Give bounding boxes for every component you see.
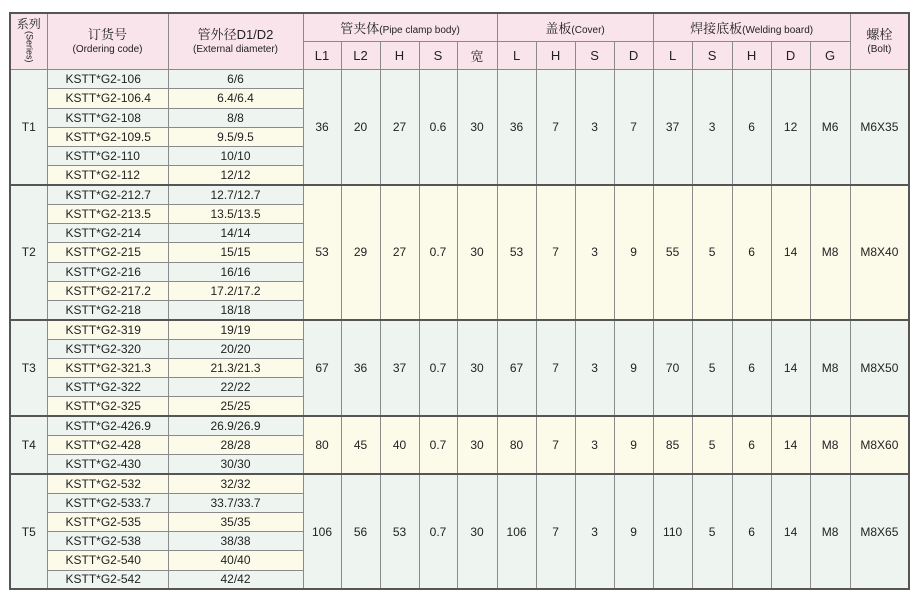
dimension-cell: 6 — [732, 185, 771, 320]
dimension-cell: 53 — [497, 185, 536, 320]
header-clamp-en: (Pipe clamp body) — [379, 25, 460, 36]
table-row — [10, 416, 909, 435]
dimension-cell: 7 — [536, 320, 575, 416]
subheader-cell: L1 — [303, 42, 341, 70]
ordering-code-cell: KSTT*G2-216 — [47, 262, 168, 281]
bolt-cell: M8X40 — [850, 185, 909, 320]
dimension-cell: 14 — [771, 416, 810, 474]
table-row — [10, 474, 909, 493]
header-series — [10, 13, 47, 70]
dimension-cell: 45 — [341, 416, 380, 474]
dimension-cell: 53 — [303, 185, 341, 320]
header-external-diameter — [168, 13, 303, 70]
diameter-cell: 13.5/13.5 — [168, 204, 303, 223]
ordering-code-cell: KSTT*G2-215 — [47, 243, 168, 262]
dimension-cell: 6 — [732, 416, 771, 474]
diameter-cell: 9.5/9.5 — [168, 127, 303, 146]
header-cover-en: (Cover) — [571, 25, 605, 36]
ordering-code-cell: KSTT*G2-213.5 — [47, 204, 168, 223]
header-diameter-en: (External diameter) — [192, 43, 279, 55]
dimension-cell: 20 — [341, 70, 380, 186]
dimension-cell: 6 — [732, 320, 771, 416]
subheader-cell: S — [575, 42, 614, 70]
diameter-cell: 15/15 — [168, 243, 303, 262]
diameter-cell: 14/14 — [168, 224, 303, 243]
dimension-cell: 3 — [575, 416, 614, 474]
dimension-cell: 30 — [457, 70, 497, 186]
table-body — [10, 70, 909, 590]
header-bolt — [850, 13, 909, 70]
dimension-cell: M6 — [810, 70, 850, 186]
dimension-cell: 30 — [457, 474, 497, 590]
diameter-cell: 6/6 — [168, 70, 303, 89]
diameter-cell: 6.4/6.4 — [168, 89, 303, 108]
header-diameter-label: 管外径D1/D2 — [197, 26, 274, 42]
diameter-cell: 26.9/26.9 — [168, 416, 303, 435]
dimension-cell: 37 — [380, 320, 419, 416]
dimension-cell: 9 — [614, 185, 653, 320]
ordering-code-cell: KSTT*G2-325 — [47, 397, 168, 416]
dimension-cell: 3 — [575, 474, 614, 590]
header-series-en: (Series) — [24, 30, 35, 63]
diameter-cell: 32/32 — [168, 474, 303, 493]
subheader-cell: L — [653, 42, 692, 70]
dimension-cell: 6 — [732, 70, 771, 186]
subheader-cell: H — [732, 42, 771, 70]
diameter-cell: 16/16 — [168, 262, 303, 281]
bolt-cell: M8X50 — [850, 320, 909, 416]
dimension-cell: 7 — [614, 70, 653, 186]
dimension-cell: 67 — [497, 320, 536, 416]
ordering-code-cell: KSTT*G2-535 — [47, 512, 168, 531]
table-row — [10, 320, 909, 339]
dimension-cell: 80 — [497, 416, 536, 474]
dimension-cell: M8 — [810, 416, 850, 474]
ordering-code-cell: KSTT*G2-540 — [47, 551, 168, 570]
series-cell: T4 — [10, 416, 47, 474]
table-row — [10, 70, 909, 89]
subheader-cell: D — [614, 42, 653, 70]
header-cover — [497, 13, 653, 42]
dimension-cell: 27 — [380, 70, 419, 186]
ordering-code-cell: KSTT*G2-533.7 — [47, 493, 168, 512]
dimension-cell: 80 — [303, 416, 341, 474]
header-clamp-label: 管夹体 — [340, 21, 380, 36]
dimension-cell: 3 — [575, 185, 614, 320]
diameter-cell: 20/20 — [168, 339, 303, 358]
diameter-cell: 10/10 — [168, 147, 303, 166]
dimension-cell: 27 — [380, 185, 419, 320]
ordering-code-cell: KSTT*G2-106.4 — [47, 89, 168, 108]
dimension-cell: 106 — [497, 474, 536, 590]
header-bolt-en: (Bolt) — [867, 43, 892, 55]
header-pipe-clamp-body — [303, 13, 497, 42]
header-code-label: 订货号 — [87, 26, 127, 42]
dimension-cell: 85 — [653, 416, 692, 474]
bolt-cell: M8X65 — [850, 474, 909, 590]
diameter-cell: 12.7/12.7 — [168, 185, 303, 204]
dimension-cell: 0.7 — [419, 185, 457, 320]
dimension-cell: 36 — [497, 70, 536, 186]
dimension-cell: 14 — [771, 320, 810, 416]
header-code-en: (Ordering code) — [72, 43, 143, 55]
dimension-cell: 9 — [614, 416, 653, 474]
header-ordering-code — [47, 13, 168, 70]
dimension-cell: 7 — [536, 474, 575, 590]
dimension-cell: 70 — [653, 320, 692, 416]
table-row — [10, 185, 909, 204]
dimension-cell: 36 — [303, 70, 341, 186]
dimension-cell: 110 — [653, 474, 692, 590]
diameter-cell: 40/40 — [168, 551, 303, 570]
ordering-code-cell: KSTT*G2-426.9 — [47, 416, 168, 435]
diameter-cell: 21.3/21.3 — [168, 358, 303, 377]
diameter-cell: 19/19 — [168, 320, 303, 339]
ordering-code-cell: KSTT*G2-214 — [47, 224, 168, 243]
diameter-cell: 42/42 — [168, 570, 303, 589]
diameter-cell: 28/28 — [168, 435, 303, 454]
ordering-code-cell: KSTT*G2-110 — [47, 147, 168, 166]
diameter-cell: 35/35 — [168, 512, 303, 531]
dimension-cell: 40 — [380, 416, 419, 474]
diameter-cell: 33.7/33.7 — [168, 493, 303, 512]
subheader-cell: L — [497, 42, 536, 70]
dimension-cell: M8 — [810, 474, 850, 590]
header-welding-board — [653, 13, 850, 42]
dimension-cell: 30 — [457, 185, 497, 320]
subheader-cell: 宽 — [457, 42, 497, 70]
ordering-code-cell: KSTT*G2-109.5 — [47, 127, 168, 146]
dimension-cell: 12 — [771, 70, 810, 186]
ordering-code-cell: KSTT*G2-538 — [47, 532, 168, 551]
series-cell: T3 — [10, 320, 47, 416]
subheader-cell: H — [536, 42, 575, 70]
ordering-code-cell: KSTT*G2-322 — [47, 378, 168, 397]
dimension-cell: 55 — [653, 185, 692, 320]
diameter-cell: 8/8 — [168, 108, 303, 127]
dimension-cell: 5 — [692, 474, 732, 590]
ordering-code-cell: KSTT*G2-320 — [47, 339, 168, 358]
dimension-cell: 14 — [771, 474, 810, 590]
dimension-cell: 67 — [303, 320, 341, 416]
subheader-cell: G — [810, 42, 850, 70]
series-cell: T5 — [10, 474, 47, 590]
ordering-code-cell: KSTT*G2-218 — [47, 301, 168, 320]
dimension-cell: 36 — [341, 320, 380, 416]
diameter-cell: 38/38 — [168, 532, 303, 551]
dimension-cell: 30 — [457, 416, 497, 474]
subheader-cell: H — [380, 42, 419, 70]
dimension-cell: 106 — [303, 474, 341, 590]
pipe-clamp-spec-table — [9, 12, 910, 590]
header-weld-en: (Welding board) — [742, 25, 814, 36]
dimension-cell: 0.7 — [419, 474, 457, 590]
ordering-code-cell: KSTT*G2-532 — [47, 474, 168, 493]
dimension-cell: 14 — [771, 185, 810, 320]
diameter-cell: 22/22 — [168, 378, 303, 397]
diameter-cell: 17.2/17.2 — [168, 281, 303, 300]
diameter-cell: 30/30 — [168, 455, 303, 474]
ordering-code-cell: KSTT*G2-217.2 — [47, 281, 168, 300]
series-cell: T1 — [10, 70, 47, 186]
dimension-cell: 3 — [575, 320, 614, 416]
ordering-code-cell: KSTT*G2-428 — [47, 435, 168, 454]
dimension-cell: 5 — [692, 320, 732, 416]
series-cell: T2 — [10, 185, 47, 320]
ordering-code-cell: KSTT*G2-319 — [47, 320, 168, 339]
ordering-code-cell: KSTT*G2-106 — [47, 70, 168, 89]
dimension-cell: 7 — [536, 416, 575, 474]
dimension-cell: 6 — [732, 474, 771, 590]
ordering-code-cell: KSTT*G2-108 — [47, 108, 168, 127]
diameter-cell: 25/25 — [168, 397, 303, 416]
subheader-cell: S — [419, 42, 457, 70]
bolt-cell: M8X60 — [850, 416, 909, 474]
dimension-cell: 7 — [536, 70, 575, 186]
dimension-cell: 3 — [692, 70, 732, 186]
dimension-cell: 0.7 — [419, 416, 457, 474]
dimension-cell: 9 — [614, 320, 653, 416]
diameter-cell: 12/12 — [168, 166, 303, 185]
ordering-code-cell: KSTT*G2-542 — [47, 570, 168, 589]
diameter-cell: 18/18 — [168, 301, 303, 320]
dimension-cell: 0.7 — [419, 320, 457, 416]
bolt-cell: M6X35 — [850, 70, 909, 186]
ordering-code-cell: KSTT*G2-212.7 — [47, 185, 168, 204]
header-bolt-label: 螺栓 — [866, 26, 893, 42]
dimension-cell: 56 — [341, 474, 380, 590]
ordering-code-cell: KSTT*G2-112 — [47, 166, 168, 185]
header-weld-label: 焊接底板 — [690, 21, 743, 36]
dimension-cell: M8 — [810, 185, 850, 320]
ordering-code-cell: KSTT*G2-321.3 — [47, 358, 168, 377]
header-cover-label: 盖板 — [545, 21, 572, 36]
dimension-cell: 30 — [457, 320, 497, 416]
dimension-cell: 3 — [575, 70, 614, 186]
dimension-cell: 53 — [380, 474, 419, 590]
dimension-cell: 5 — [692, 185, 732, 320]
dimension-cell: 37 — [653, 70, 692, 186]
dimension-cell: 9 — [614, 474, 653, 590]
ordering-code-cell: KSTT*G2-430 — [47, 455, 168, 474]
subheader-cell: L2 — [341, 42, 380, 70]
subheader-cell: S — [692, 42, 732, 70]
dimension-cell: 29 — [341, 185, 380, 320]
dimension-cell: 5 — [692, 416, 732, 474]
subheader-cell: D — [771, 42, 810, 70]
dimension-cell: 7 — [536, 185, 575, 320]
dimension-cell: M8 — [810, 320, 850, 416]
header-series-label: 系列 — [16, 16, 41, 31]
dimension-cell: 0.6 — [419, 70, 457, 186]
